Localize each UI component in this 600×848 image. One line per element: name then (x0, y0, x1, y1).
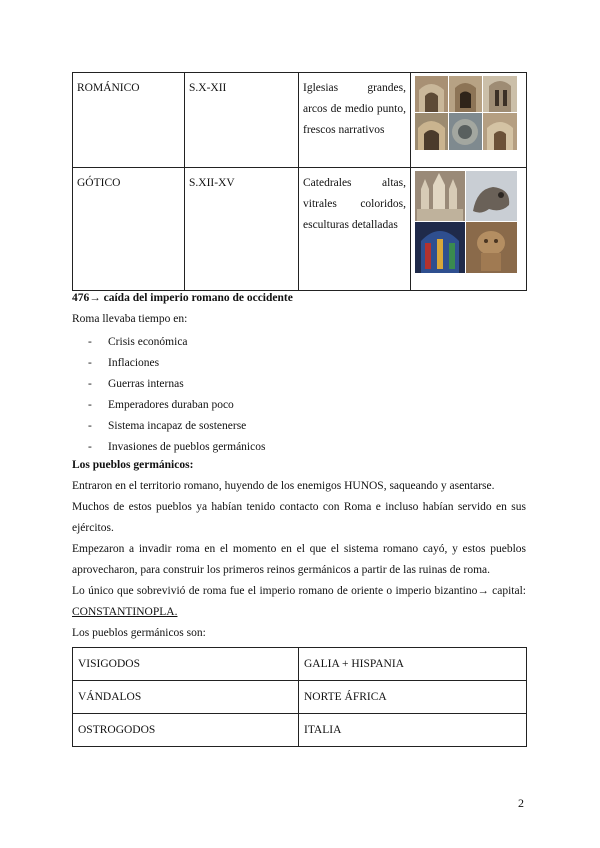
gothic-architecture-collage-icon (415, 171, 517, 273)
table-row (73, 73, 527, 168)
period-cell: S.XII-XV (185, 168, 299, 291)
intro-text: Roma llevaba tiempo en: (72, 313, 188, 325)
style-cell: ROMÁNICO (73, 73, 185, 168)
pueblos-intro: Los pueblos germánicos son: (72, 627, 206, 639)
table-row (73, 681, 527, 714)
capital-name: CONSTANTINOPLA. (72, 606, 178, 618)
pueblo-cell: VÁNDALOS (73, 681, 299, 714)
pueblo-cell: OSTROGODOS (73, 714, 299, 747)
region-cell: GALIA + HISPANIA (299, 648, 527, 681)
paragraph-empezaron: Empezaron a invadir roma en el momento en el que el sistema romano cayó, y estos pueblos aprovecharon, para construir los primeros reinos germánicos a partir de las ruinas de roma. (72, 543, 526, 576)
region-cell: NORTE ÁFRICA (299, 681, 527, 714)
pueblo-cell: VISIGODOS (73, 648, 299, 681)
style-cell: GÓTICO (73, 168, 185, 291)
list-item: - Inflaciones (88, 357, 160, 369)
table-row (73, 648, 527, 681)
table-row (73, 168, 527, 291)
art-styles-table (72, 72, 527, 291)
causes-list (88, 332, 265, 458)
fall-of-rome-heading: 476→ caída del imperio romano de occidente (72, 292, 293, 304)
page-number: 2 (518, 796, 524, 810)
period-cell: S.X-XII (185, 73, 299, 168)
paragraph-muchos: Muchos de estos pueblos ya habían tenido contacto con Roma e incluso habían servido en sus ejércitos. (72, 501, 526, 534)
features-cell: Iglesias grandes, arcos de medio punto, frescos narrativos (299, 73, 411, 168)
image-cell (411, 168, 527, 291)
features-cell: Catedrales altas, vitrales coloridos, esculturas detalladas (299, 168, 411, 291)
list-item: - Guerras internas (88, 378, 184, 390)
list-item: - Emperadores duraban poco (88, 399, 234, 411)
image-cell (411, 73, 527, 168)
region-cell: ITALIA (299, 714, 527, 747)
paragraph-entraron: Entraron en el territorio romano, huyendo de los enemigos HUNOS, saqueando y asentarse. (72, 480, 495, 492)
list-item: - Crisis económica (88, 336, 188, 348)
romanesque-architecture-collage-icon (415, 76, 517, 150)
germanic-peoples-heading: Los pueblos germánicos: (72, 459, 194, 471)
list-item: - Sistema incapaz de sostenerse (88, 420, 247, 432)
germanic-peoples-table (72, 647, 527, 747)
table-row (73, 714, 527, 747)
list-item: - Invasiones de pueblos germánicos (88, 441, 266, 453)
paragraph-unico: Lo único que sobrevivió de roma fue el imperio romano de oriente o imperio bizantino→ capital: CONSTANTINOPLA. (72, 585, 526, 618)
